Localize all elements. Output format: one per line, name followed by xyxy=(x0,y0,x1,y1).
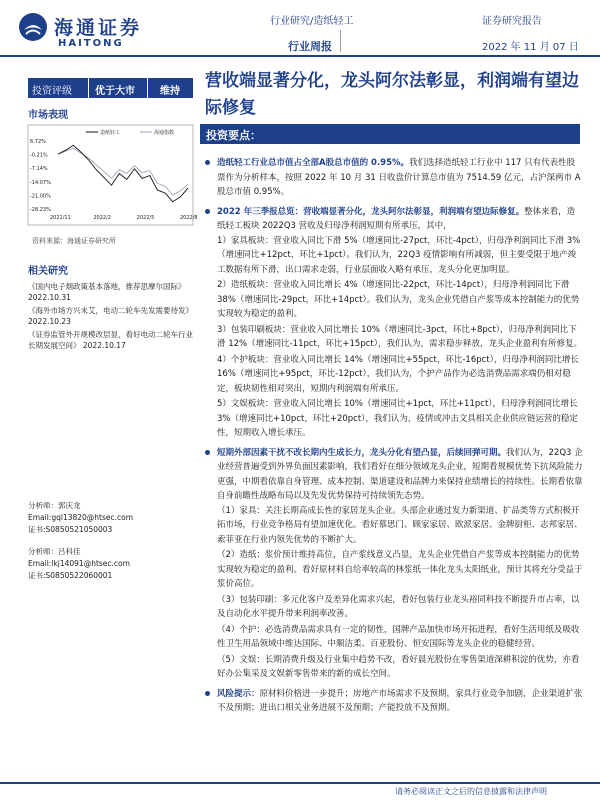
paragraph-text: 我们认为，22Q3 企业经营普遍受到外界负面因素影响，我们看好在细分领域龙头企业，短期看规模优势下抗风险能力更强，中期看依靠自身管理、成本控制、渠道建设和品牌力来保持业绩增长的持续性。长期看依靠自身前瞻性战略布局以及先发优势保持可持续领先态势。 xyxy=(217,447,583,501)
y-tick-label: -0.21% xyxy=(30,152,48,159)
logo-wordmark-en: HAITONG xyxy=(58,38,124,49)
report-category: 行业研究/造纸轻工 xyxy=(270,16,354,27)
key-points-label: 投资要点： xyxy=(206,129,261,142)
paragraph-q3-overview xyxy=(205,205,583,441)
market-chart xyxy=(28,125,198,225)
paragraph-highlight: 短期外部因素干扰不改长期内生成长力，龙头分化有望凸显，后续回弹可期。 xyxy=(217,447,507,458)
paragraph-highlight: 造纸轻工行业总市值占全部A股总市值的 0.95%。 xyxy=(217,158,410,168)
y-tick-labels xyxy=(30,139,51,213)
bullet-icon xyxy=(205,450,210,455)
related-report-item[interactable] xyxy=(28,281,198,303)
page-title: 营收端显著分化，龙头阿尔法彰显，利润端有望边际修复 xyxy=(205,71,579,118)
paragraph-risk xyxy=(205,687,583,716)
paragraph-highlight: 风险提示： xyxy=(217,688,260,699)
chart-source: 资料来源：海通证券研究所 xyxy=(32,237,116,245)
paragraph-text: 我们选择造纸轻工行业中 117 只有代表性股票作为分析样本，按照 2022 年 10 月 31 日收盘价计算总市值为 7514.59 亿元，占沪深两市 A 股总市值 0.95%。 xyxy=(217,158,581,197)
sector-item: 4）个护板块：营业收入同比增长 14%（增速同比+55pct，环比-16pct），归母净利润同比增长 16%（增速同比+95pct，环比-12pct），我们认为，个护产品作为必选消费品需求端仍相对稳定，板块韧性相对突出，短期内利润端有所承压。 xyxy=(217,354,579,394)
y-tick-label: 6.72% xyxy=(30,139,46,145)
footer-rule xyxy=(0,782,600,784)
haitong-logo-icon xyxy=(18,12,48,42)
recommendation-item: （4）个护：必选消费品需求具有一定的韧性，国牌产品加快市场开拓进程，看好生活用纸及吸收性卫生用品领域中维达国际、中顺洁柔、百亚股份、恒安国际等龙头企业的稳健经营。 xyxy=(217,624,580,649)
y-tick-label: -14.07% xyxy=(30,179,51,186)
recommendation-item: （3）包装印刷：多元化客户及差异化需求兴起，看好包装行业龙头裕同科技不断提升市占率，以及自动化水平提升带来利润率改善。 xyxy=(217,594,580,619)
market-line-chart xyxy=(28,125,198,225)
related-report-item[interactable] xyxy=(28,329,198,351)
bullet-icon xyxy=(205,691,210,696)
x-tick-label: 2021/11 xyxy=(50,215,71,221)
report-date: 2022 年 11 月 07 日 xyxy=(482,42,579,53)
header-divider xyxy=(340,30,341,52)
rating-value: 优于大市 xyxy=(95,86,135,97)
rating-label: 投资评级 xyxy=(32,86,72,97)
related-report-date: 2022.10.31 xyxy=(28,293,71,302)
paragraph-text: 原材料价格进一步提升；房地产市场需求不及预期，家具行业竞争加剧，企业渠道扩张不及预期；进出口相关业务进展不及预期；产能投放不及预期。 xyxy=(217,688,583,713)
paragraph-highlight: 2022 年三季报总览：营收端显著分化，龙头阿尔法彰显，利润端有望边际修复。 xyxy=(217,206,525,217)
related-report-item[interactable] xyxy=(28,305,198,327)
report-label: 证券研究报告 xyxy=(482,16,542,27)
market-performance-title: 市场表现 xyxy=(28,110,68,121)
related-research-title: 相关研究 xyxy=(28,266,68,277)
report-type: 行业周报 xyxy=(288,40,332,53)
sector-item: 1）家具板块：营业收入同比下滑 5%（增速同比-27pct，环比-4pct），归母净利润同比下滑 3%（增速同比+12pct，环比+1pct）。我们认为，22Q3 疫情影响有所减弱，但主要受限于地产竣工数据有所下滑，出口需求走弱，行业层面收入略有承压，龙头分化更加明显。 xyxy=(217,235,581,275)
related-research xyxy=(28,262,198,353)
x-tick-labels xyxy=(50,215,198,221)
sector-item: 3）包装印刷板块：营业收入同比增长 10%（增速同比-3pct，环比+8pct），归母净利润同比下滑 12%（增速同比-11pct，环比+15pct），我们认为，需求稳步释放，龙头企业盈利有所修复。 xyxy=(217,324,582,349)
paragraph-market-cap xyxy=(205,156,583,200)
series-line-2 xyxy=(58,148,188,195)
key-points-bar xyxy=(200,124,580,144)
logo-wordmark-cn: 海通证券 xyxy=(54,17,143,39)
paragraph-outlook xyxy=(205,446,583,682)
footer-disclaimer: 请务必阅读正文之后的信息披露和法律声明 xyxy=(395,787,547,796)
analyst-info xyxy=(28,500,198,582)
related-report-date: 2022.10.17 xyxy=(82,341,126,350)
bullet-icon xyxy=(205,160,210,165)
analyst-email[interactable]: Email:lkj14091@htsec.com xyxy=(28,559,130,568)
recommendation-item: （1）家具：关注长期高成长性的家居龙头企业。头部企业通过发力新渠道、扩品类等方式积极开拓市场，行业竞争格局有望加速优化。看好慕思门、顾家家居、欧派家居、金牌厨柜、志邦家居、索菲亚在行业内领先优势的不断扩大。 xyxy=(217,505,583,545)
related-report-date: 2022.10.23 xyxy=(28,317,71,326)
related-report-title: 《国内电子烟政策基本落地，推荐思摩尔国际》 xyxy=(28,282,186,291)
related-report-title: 《证券监管外开规模改层显，看好电动二轮车行业长期发展空间》 xyxy=(28,330,193,350)
rating-status: 维持 xyxy=(160,86,180,97)
analyst-name: 分析师：郭庆龙 xyxy=(28,501,81,510)
plot-area xyxy=(58,145,188,201)
y-tick-label: -28.23% xyxy=(30,207,51,213)
main-body xyxy=(205,156,583,721)
chart-frame xyxy=(28,125,193,225)
sector-item: 5）文娱板块：营业收入同比增长 10%（增速同比+1pct，环比+11pct），归母净利润同比增长 3%（增速同比+10pct，环比+20pct），我们认为，疫情或冲击文具相关企业供应链运营的稳定性，短期收入增长承压。 xyxy=(217,399,578,438)
analyst-cert: 证书:S0850522060001 xyxy=(28,571,113,580)
recommendation-item: （5）文娱：长期消费升级及行业集中趋势不改，看好晨光股份在零售渠道深耕积淀的优势，亦看好办公集采及文娱新零售带来的新的成长空间。 xyxy=(217,654,580,679)
rating-value-box xyxy=(88,78,148,98)
related-report-title: 《海外市场方兴未艾，电动二轮车先发需要待发》 xyxy=(28,306,193,315)
recommendation-item: （2）造纸：浆价预计维持高位，自产浆线意义凸显，龙头企业凭借自产浆等成本控制能力的优势实现较为稳定的盈利。看好原材料自给率较高的林浆纸一体化龙头太阳纸业，预计其将充分受益于浆价高位。 xyxy=(217,550,583,589)
header-rule xyxy=(0,55,600,57)
bullet-icon xyxy=(205,209,210,214)
series-line-1 xyxy=(58,145,188,201)
legend-label-1: 造纸轻工 xyxy=(100,130,121,136)
y-tick-label: -21.00% xyxy=(30,193,51,200)
x-tick-label: 2022/5 xyxy=(136,215,155,221)
analyst-email[interactable]: Email:gql13820@htsec.com xyxy=(28,513,134,522)
analyst-cert: 证书:S0850521050003 xyxy=(28,525,113,534)
x-tick-label: 2022/8 xyxy=(180,215,198,221)
analyst-name: 分析师：吕科佳 xyxy=(28,547,81,556)
legend-label-2: 海通指数 xyxy=(154,130,175,136)
y-tick-label: -7.14% xyxy=(30,166,48,173)
sector-item: 2）造纸板块：营业收入同比增长 4%（增速同比-22pct，环比-14pct），归母净利润同比下滑 38%（增速同比-29pct，环比+14pct）。我们认为，龙头企业凭借自产浆等成本控制能力的优势实现较为稳定的盈利。 xyxy=(217,280,580,319)
paragraph-text: 整体来看，造纸轻工板块 2022Q3 营收及归母净利润短期有所承压，其中， xyxy=(217,206,576,231)
investment-rating-bar xyxy=(28,78,193,98)
x-tick-label: 2022/2 xyxy=(93,215,111,221)
